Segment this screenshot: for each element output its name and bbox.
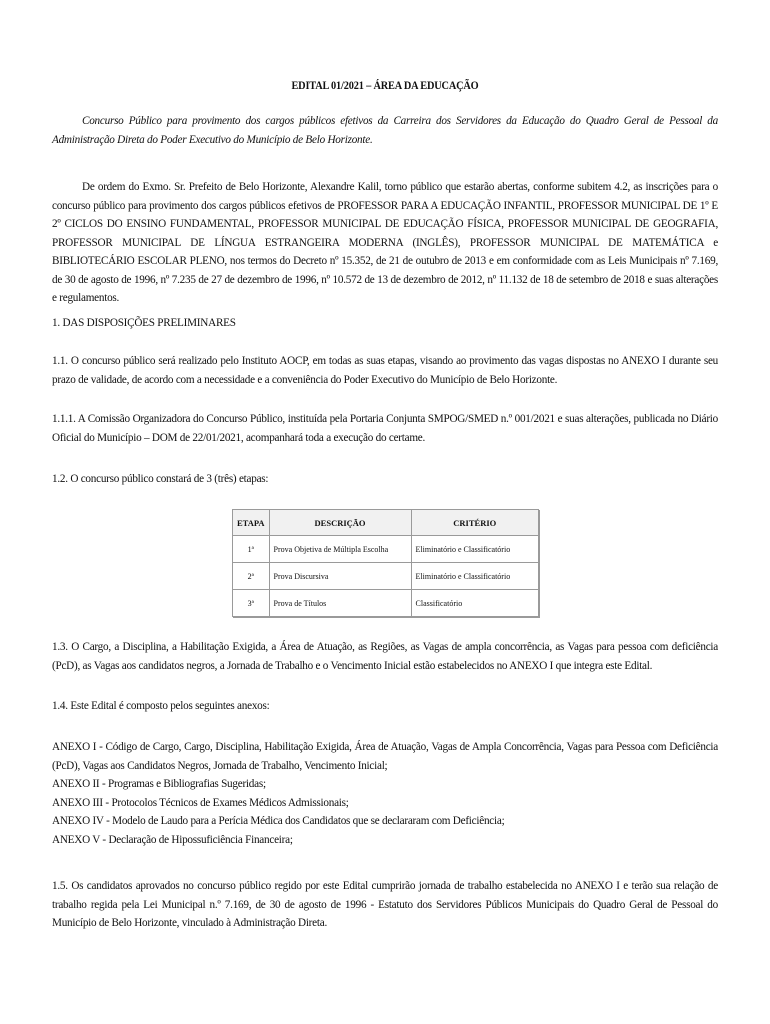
intro-paragraph: De ordem do Exmo. Sr. Prefeito de Belo Horizonte, Alexandre Kalil, torno público que estarão abertas, conforme subitem 4.2, as inscrições para o concurso público para provimento dos cargos públicos efetivos de PROFESSOR PARA A EDUCAÇÃO INFANTIL, PROFESSOR MUNICIPAL DE 1º E 2º CICLOS DO ENSINO FUNDAMENTAL, PROFESSOR MUNICIPAL DE EDUCAÇÃO FÍSICA, PROFESSOR MUNICIPAL DE GEOGRAFIA, PROFESSOR MUNICIPAL DE LÍNGUA ESTRANGEIRA MODERNA (INGLÊS), PROFESSOR MUNICIPAL DE MATEMÁTICA e BIBLIOTECÁRIO ESCOLAR PLENO, nos termos do Decreto nº 15.352, de 21 de outubro de 2013 e em conformidade com as Leis Municipais nº 7.169, de 30 de agosto de 1996, nº 7.235 de 27 de dezembro de 1996, nº 10.572 de 13 de dezembro de 2012, nº 11.132 de 18 de setembro de 2018 e suas alterações e regulamentos. [52, 181, 718, 304]
paragraph-1-1-1: 1.1.1. A Comissão Organizadora do Concurso Público, instituída pela Portaria Conjunta SMPOG/SMED n.º 001/2021 e suas alterações, publicada no Diário Oficial do Município – DOM de 22/01/2021, acompanhará toda a execução do certame. [52, 413, 718, 444]
paragraph-1-5: 1.5. Os candidatos aprovados no concurso público regido por este Edital cumprirão jornada de trabalho estabelecida no ANEXO I e terão sua relação de trabalho regida pela Lei Municipal n.º 7.169, de 30 de agosto de 1996 - Estatuto dos Servidores Públicos Municipais do Quadro Geral de Pessoal do Município de Belo Horizonte, vinculado à Administração Direta. [52, 880, 718, 929]
table-cell-descricao: Prova Discursiva [269, 563, 411, 590]
table-cell-etapa: 1ª [233, 536, 270, 563]
table-cell-etapa: 2ª [233, 563, 270, 590]
paragraph-1-4: 1.4. Este Edital é composto pelos seguintes anexos: [52, 700, 270, 712]
paragraph-1-2: 1.2. O concurso público constará de 3 (três) etapas: [52, 473, 269, 485]
edital-title: EDITAL 01/2021 – ÁREA DA EDUCAÇÃO [291, 78, 479, 92]
table-header-criterio: CRITÉRIO [411, 510, 538, 536]
table-cell-descricao: Prova de Títulos [269, 590, 411, 617]
annex-item-2: ANEXO II - Programas e Bibliografias Sugeridas; [52, 778, 266, 790]
annex-item-5: ANEXO V - Declaração de Hipossuficiência Financeira; [52, 833, 293, 846]
table-row [233, 563, 539, 590]
table-header-row [233, 510, 539, 536]
table-cell-etapa: 3ª [233, 590, 270, 617]
table-row [233, 590, 539, 617]
annex-list [52, 738, 718, 849]
table-cell-criterio: Eliminatório e Classificatório [411, 563, 538, 590]
section-heading-preliminares: 1. DAS DISPOSIÇÕES PRELIMINARES [52, 317, 236, 329]
paragraph-1-3: 1.3. O Cargo, a Disciplina, a Habilitação Exigida, a Área de Atuação, as Regiões, as Vagas de ampla concorrência, as Vagas para pessoa com deficiência (PcD), as Vagas aos candidatos negros, a Jornada de Trabalho e o Vencimento Inicial estão estabelecidos no ANEXO I que integra este Edital. [52, 641, 718, 672]
annex-item-3: ANEXO III - Protocolos Técnicos de Exames Médicos Admissionais; [52, 796, 349, 809]
edital-subtitle: Concurso Público para provimento dos cargos públicos efetivos da Carreira dos Servidores da Educação do Quadro Geral de Pessoal da Administração Direta do Poder Executivo do Município de Belo Horizonte. [52, 115, 718, 146]
table-cell-criterio: Eliminatório e Classificatório [411, 536, 538, 563]
paragraph-1-1: 1.1. O concurso público será realizado pelo Instituto AOCP, em todas as suas etapas, visando ao provimento das vagas dispostas no ANEXO I durante seu prazo de validade, de acordo com a necessidade e a conveniência do Poder Executivo do Município de Belo Horizonte. [52, 355, 718, 386]
table-header-etapa: ETAPA [233, 510, 270, 536]
annex-item-4: ANEXO IV - Modelo de Laudo para a Perícia Médica dos Candidatos que se declararam com Deficiência; [52, 815, 505, 827]
table-header-descricao: DESCRIÇÃO [269, 510, 411, 536]
table-cell-criterio: Classificatório [411, 590, 538, 617]
annex-item-1: ANEXO I - Código de Cargo, Cargo, Disciplina, Habilitação Exigida, Área de Atuação, Vagas de Ampla Concorrência, Vagas para Pessoa com Deficiência (PcD), Vagas aos Candidatos Negros, Jornada de Trabalho, Vencimento Inicial; [52, 741, 718, 772]
table-cell-descricao: Prova Objetiva de Múltipla Escolha [269, 536, 411, 563]
table-row [233, 536, 539, 563]
stages-table [232, 509, 539, 617]
